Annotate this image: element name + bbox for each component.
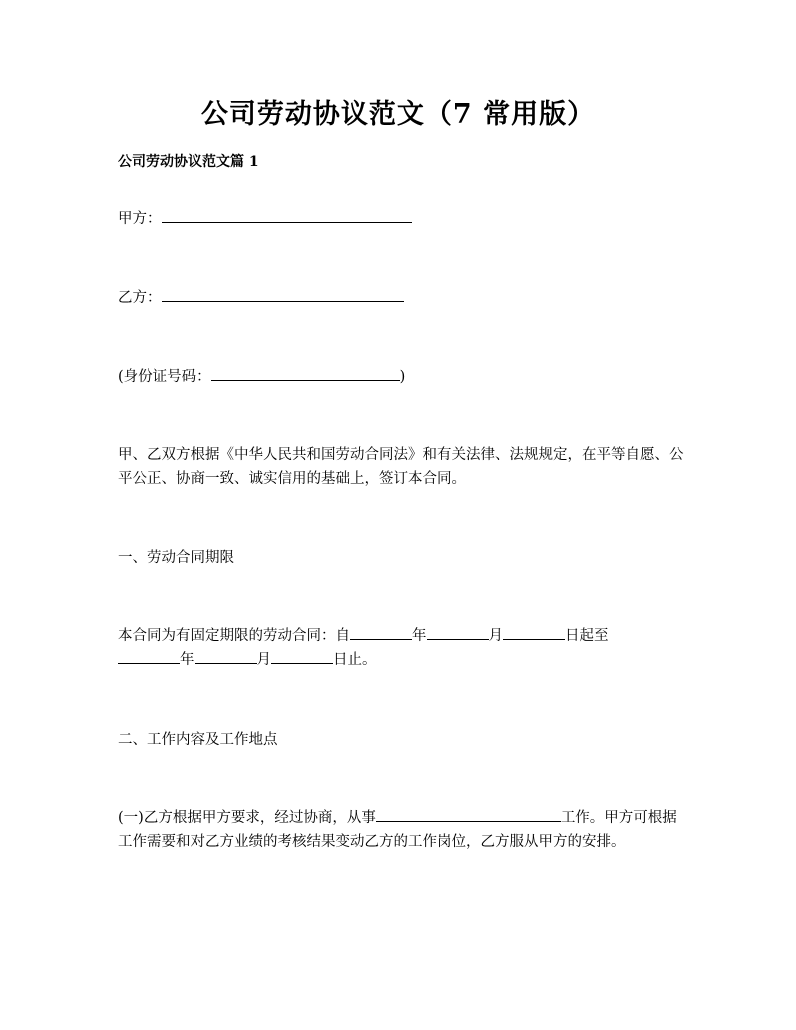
start-day-blank [503, 625, 565, 640]
start-month-blank [427, 625, 489, 640]
document-title: 公司劳动协议范文（7 常用版） [200, 99, 596, 130]
contract-term-paragraph [118, 624, 638, 672]
party-b-label: 乙方： [118, 290, 162, 306]
id-number-blank [211, 366, 400, 381]
party-b-line [118, 286, 688, 310]
work-content-paragraph [118, 806, 688, 854]
id-number-label: (身份证号码： [118, 369, 211, 385]
end-month-blank [195, 649, 257, 664]
job-title-blank [376, 807, 561, 822]
party-a-blank [162, 208, 412, 223]
start-year-blank [350, 625, 412, 640]
section-heading-term: 一、劳动合同期限 [118, 550, 234, 566]
term-prefix: 本合同为有固定期限的劳动合同：自 [118, 628, 350, 644]
term-end-month-label: 月 [256, 652, 271, 668]
section-subtitle: 公司劳动协议范文篇 1 [118, 154, 259, 170]
section-heading-work: 二、工作内容及工作地点 [118, 732, 278, 748]
id-number-close: ) [399, 369, 406, 385]
term-month-label: 月 [488, 628, 503, 644]
party-b-blank [162, 287, 404, 302]
party-a-label: 甲方： [118, 211, 162, 227]
party-a-line [118, 207, 688, 231]
term-year-label: 年 [412, 628, 427, 644]
work-suffix: 工作。甲方可根据工作需要和对乙方业绩的考核结果变动乙方的工作岗位，乙方服从甲方的安排。 [118, 810, 677, 850]
end-year-blank [118, 649, 180, 664]
work-prefix: (一)乙方根据甲方要求，经过协商，从事 [118, 810, 376, 826]
term-day-start-label: 日起至 [565, 628, 609, 644]
term-end-year-label: 年 [180, 652, 195, 668]
preamble-paragraph: 甲、乙双方根据《中华人民共和国劳动合同法》和有关法律、法规规定，在平等自愿、公平公正、协商一致、诚实信用的基础上，签订本合同。 [118, 447, 684, 487]
term-day-end-label: 日止。 [333, 652, 377, 668]
end-day-blank [271, 649, 333, 664]
id-number-line [118, 365, 688, 389]
